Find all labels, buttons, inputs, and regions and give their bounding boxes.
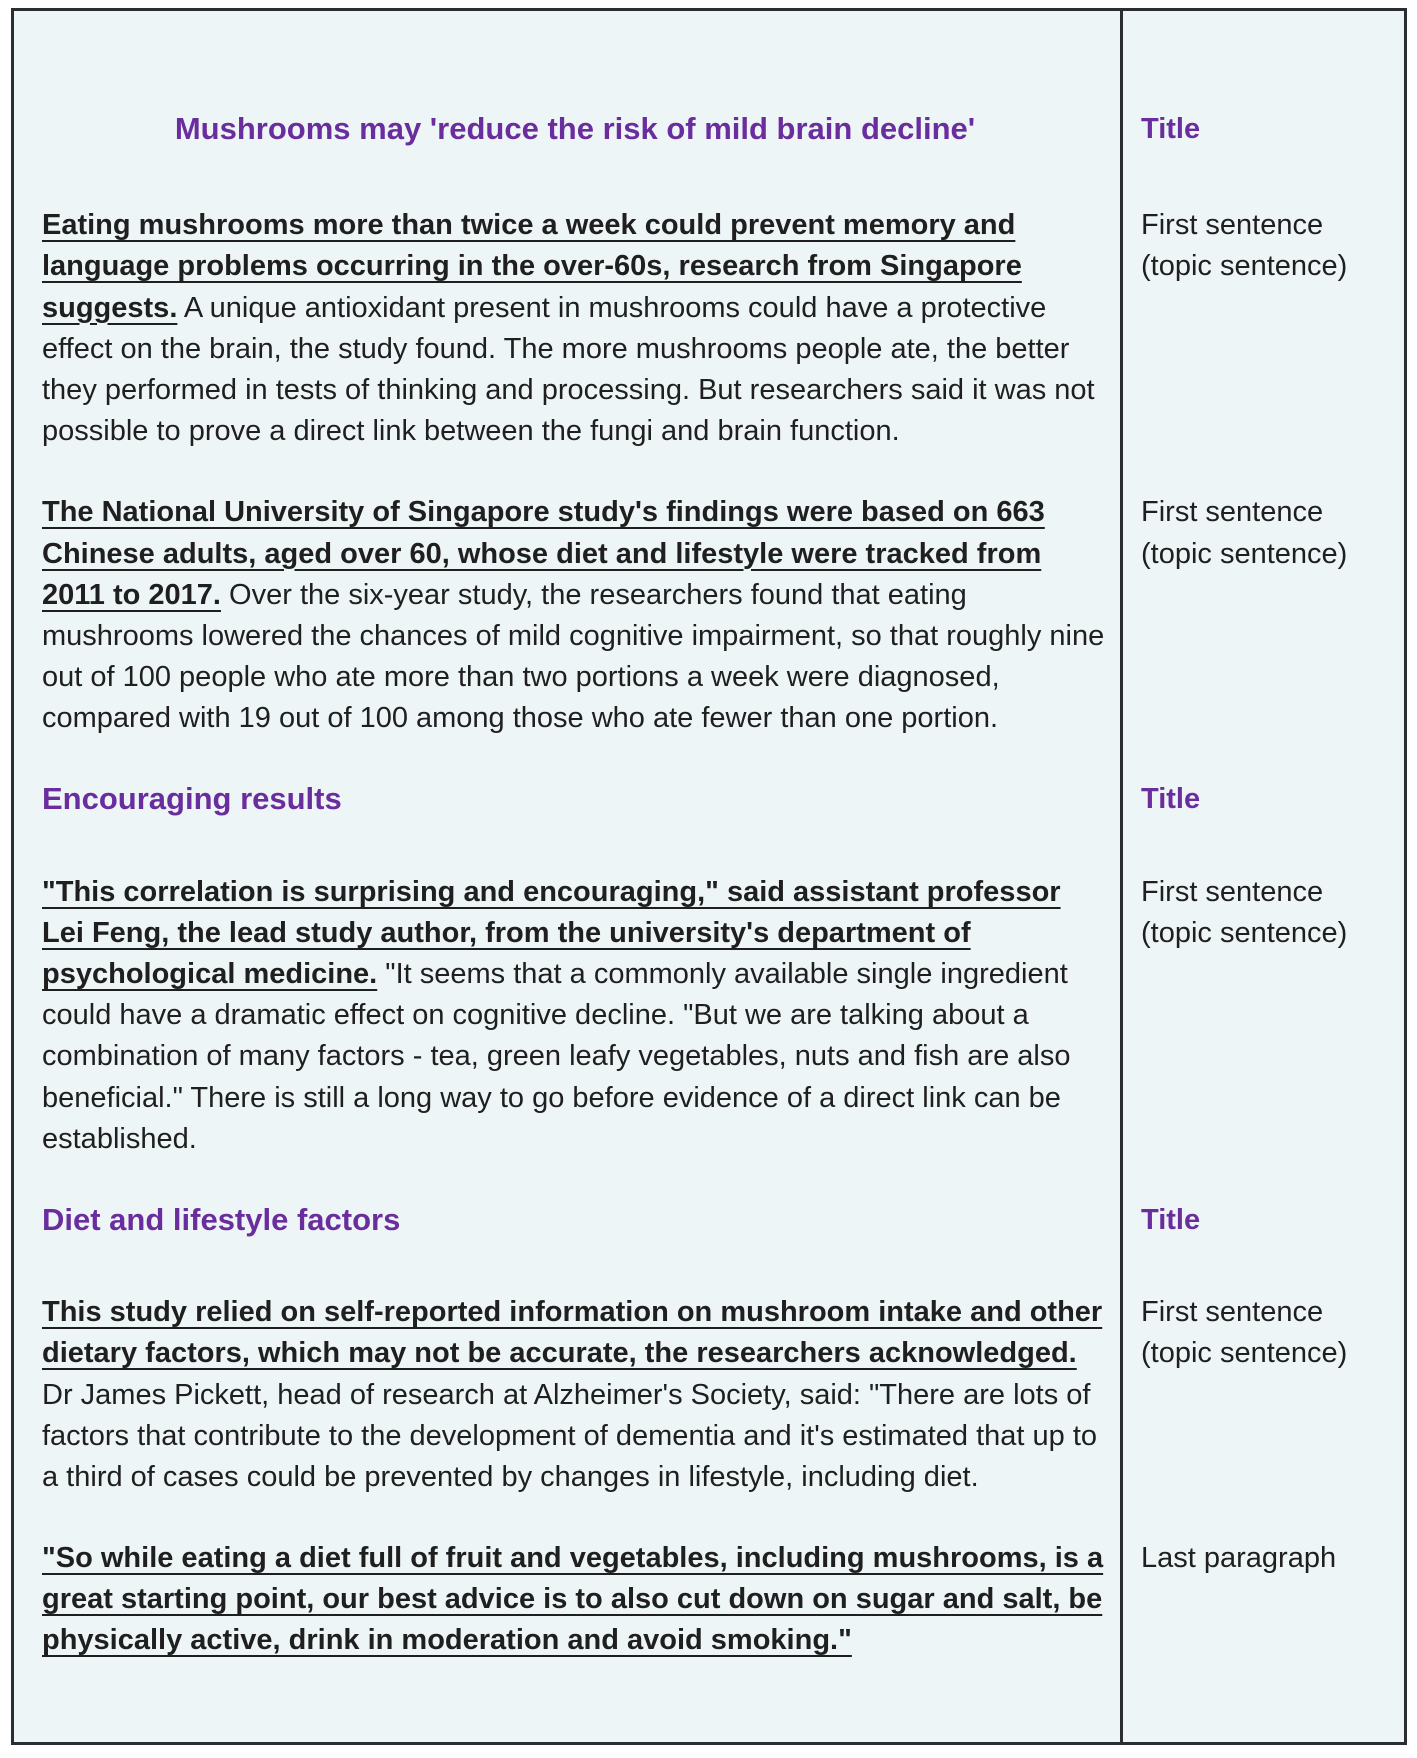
topic-sentence: "This correlation is surprising and encouraging," said assistant professor Lei Feng, the lead study author, from the university's department of psychological medicine.	[42, 875, 1061, 990]
section-heading: Diet and lifestyle factors	[42, 1201, 401, 1237]
annotation-label-title: Title	[1141, 783, 1201, 816]
paragraph-text: A unique antioxidant present in mushrooms could have a protective effect on the brain, the study found. The more mushrooms people ate, the better they performed in tests of thinking and processing. But researchers said it was not possible to prove a direct link between the fungi and brain function.	[42, 291, 1095, 448]
topic-sentence: The National University of Singapore study's findings were based on 663 Chinese adults, aged over 60, whose diet and lifestyle were tracked from 2011 to 2017.	[42, 496, 1045, 611]
article-paragraph	[42, 872, 1108, 1160]
annotation-cell	[1120, 11, 1404, 205]
paragraph-cell	[14, 1292, 1120, 1538]
annotation-cell	[1120, 1538, 1404, 1702]
paragraph-cell	[14, 1538, 1120, 1702]
annotation-label-topic-sentence: First sentence (topic sentence)	[1141, 209, 1348, 283]
article-last-paragraph	[42, 1538, 1108, 1662]
section-heading-cell	[14, 779, 1120, 871]
section-heading-cell	[14, 1200, 1120, 1292]
filler-cell	[1120, 1702, 1404, 1742]
article-paragraph	[42, 1292, 1108, 1498]
paragraph-text: Dr James Pickett, head of research at Alzheimer's Society, said: "There are lots of factors that contribute to the development of dementia and it's estimated that up to a third of cases could be prevented by changes in lifestyle, including diet.	[42, 1378, 1098, 1493]
annotation-label-topic-sentence: First sentence (topic sentence)	[1141, 1296, 1348, 1370]
annotation-label-topic-sentence: First sentence (topic sentence)	[1141, 875, 1348, 949]
annotation-label-title: Title	[1141, 1203, 1201, 1236]
article-title-cell	[14, 11, 1120, 205]
annotation-cell	[1120, 1200, 1404, 1292]
annotation-cell	[1120, 492, 1404, 779]
paragraph-cell	[14, 872, 1120, 1200]
annotation-label-title: Title	[1141, 113, 1201, 145]
annotation-label-last-paragraph: Last paragraph	[1141, 1542, 1337, 1575]
paragraph-cell	[14, 492, 1120, 779]
annotation-cell	[1120, 872, 1404, 1200]
paragraph-text: Over the six-year study, the researchers found that eating mushrooms lowered the chances of mild cognitive impairment, so that roughly nine out of 100 people who ate more than two portions a week were diagnosed, compared with 19 out of 100 among those who ate fewer than one portion.	[42, 578, 1105, 735]
article-title: Mushrooms may 'reduce the risk of mild brain decline'	[174, 111, 976, 146]
paragraph-text: "It seems that a commonly available single ingredient could have a dramatic effect on cognitive decline. "But we are talking about a combination of many factors - tea, green leafy vegetables, nuts and fish are also beneficial." There is still a long way to go before evidence of a direct link can be established.	[42, 958, 1071, 1155]
annotation-cell	[1120, 1292, 1404, 1538]
last-paragraph-sentence: "So while eating a diet full of fruit and vegetables, including mushrooms, is a great starting point, our best advice is to also cut down on sugar and salt, be physically active, drink in moderation and avoid smoking."	[42, 1542, 1104, 1657]
worksheet-panel	[11, 8, 1407, 1745]
paragraph-cell	[14, 205, 1120, 492]
annotation-cell	[1120, 779, 1404, 871]
annotation-label-topic-sentence: First sentence (topic sentence)	[1141, 496, 1348, 570]
article-paragraph	[42, 205, 1108, 452]
filler-cell	[14, 1702, 1120, 1742]
topic-sentence: Eating mushrooms more than twice a week could prevent memory and language problems occurring in the over-60s, research from Singapore suggests.	[42, 209, 1022, 324]
article-paragraph	[42, 492, 1108, 739]
section-heading: Encouraging results	[42, 781, 342, 817]
annotation-cell	[1120, 205, 1404, 492]
topic-sentence: This study relied on self-reported information on mushroom intake and other dietary factors, which may not be accurate, the researchers acknowledged.	[42, 1296, 1103, 1370]
